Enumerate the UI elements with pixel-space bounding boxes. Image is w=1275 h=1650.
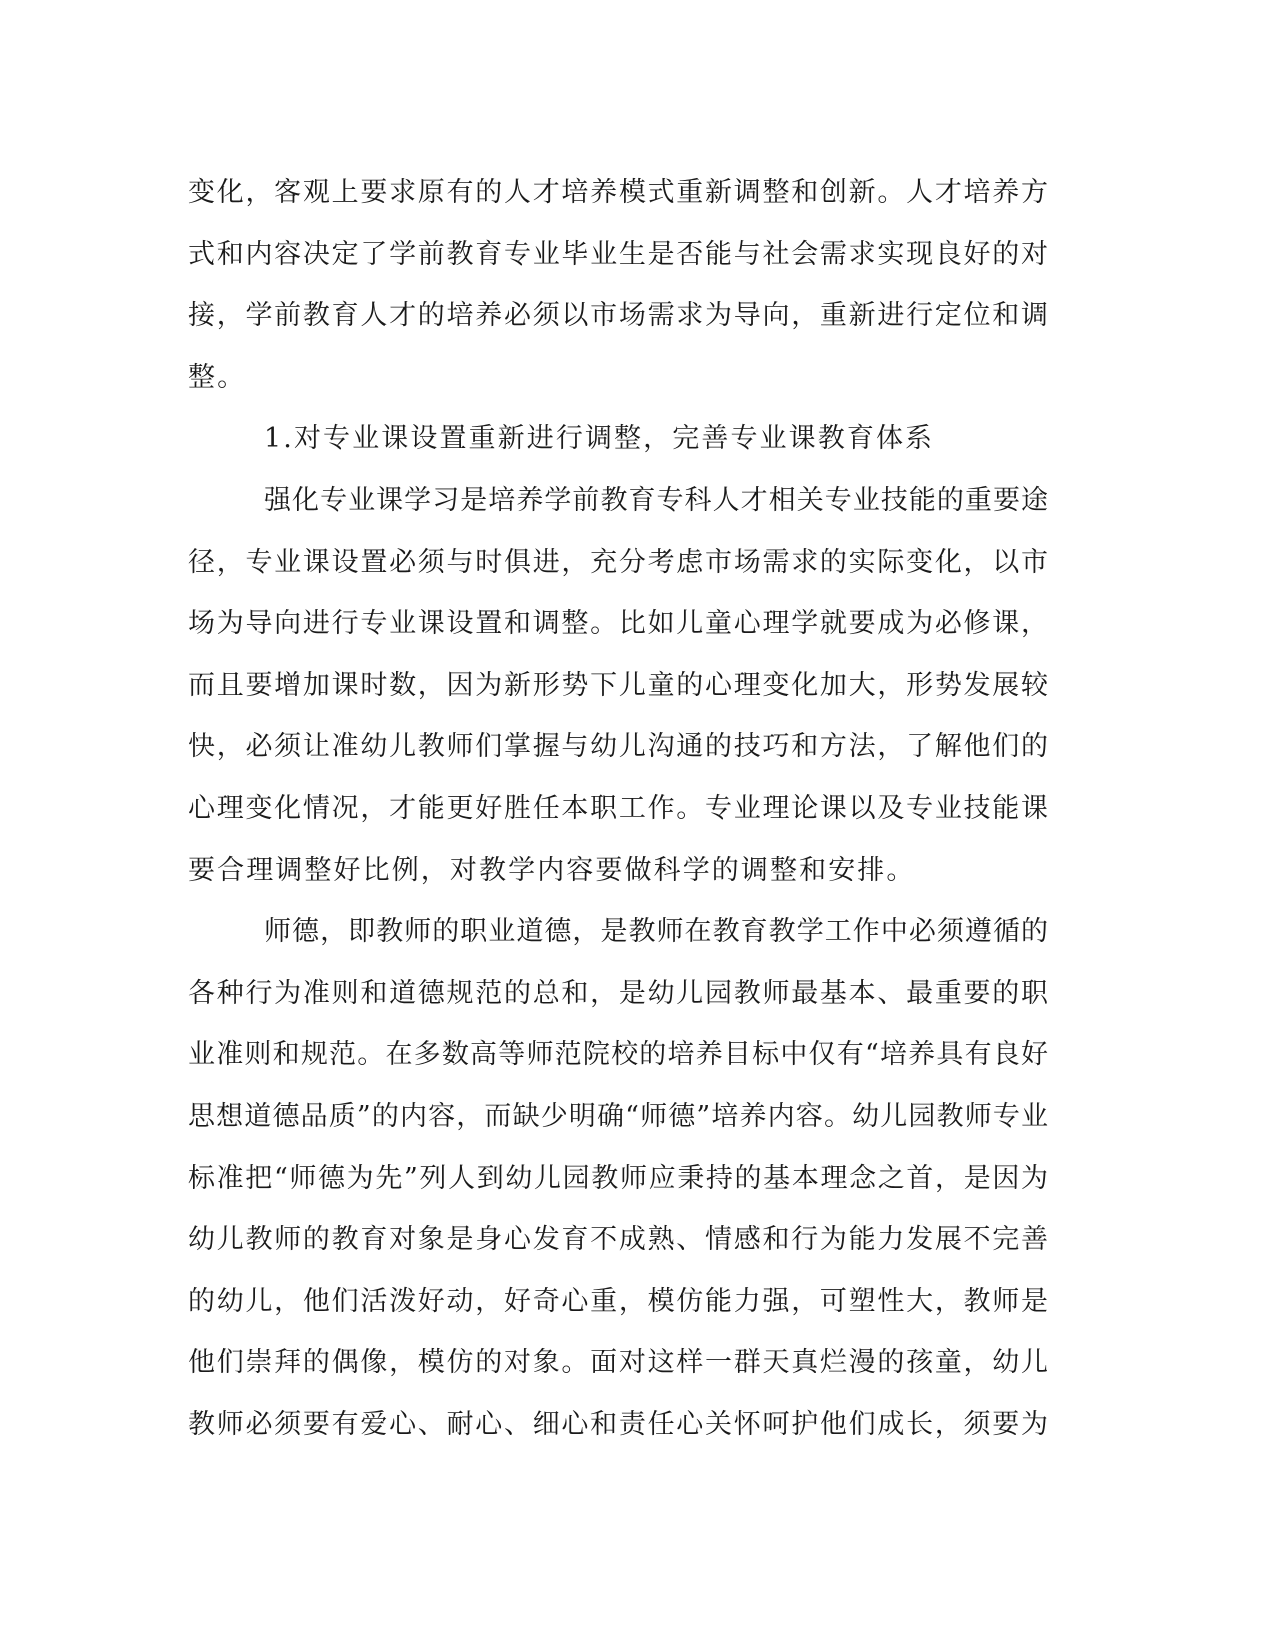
paragraph-line: 快，必须让准幼儿教师们掌握与幼儿沟通的技巧和方法，了解他们的 [188, 731, 1048, 763]
paragraph-line: 心理变化情况，才能更好胜任本职工作。专业理论课以及专业技能课 [188, 792, 1048, 824]
paragraph-line: 要合理调整好比例，对教学内容要做科学的调整和安排。 [188, 854, 916, 886]
paragraph-line: 强化专业课学习是培养学前教育专科人才相关专业技能的重要途 [264, 484, 1048, 516]
paragraph-line: 教师必须要有爱心、耐心、细心和责任心关怀呵护他们成长，须要为 [188, 1408, 1048, 1440]
paragraph-line: 变化，客观上要求原有的人才培养模式重新调整和创新。人才培养方 [188, 177, 1048, 208]
paragraph-line: 式和内容决定了学前教育专业毕业生是否能与社会需求实现良好的对 [188, 238, 1048, 270]
paragraph-line: 整。 [188, 361, 247, 393]
paragraph-line: 各种行为准则和道德规范的总和，是幼儿园教师最基本、最重要的职 [188, 977, 1048, 1009]
section-heading: 1.对专业课设置重新进行调整，完善专业课教育体系 [264, 423, 935, 455]
paragraph-line: 思想道德品质”的内容，而缺少明确“师德”培养内容。幼儿园教师专业 [188, 1100, 1048, 1132]
paragraph-line: 的幼儿，他们活泼好动，好奇心重，模仿能力强，可塑性大，教师是 [188, 1285, 1048, 1317]
paragraph-line: 场为导向进行专业课设置和调整。比如儿童心理学就要成为必修课， [188, 608, 1048, 640]
paragraph-line: 业准则和规范。在多数高等师范院校的培养目标中仅有“培养具有良好 [188, 1039, 1048, 1071]
paragraph-line: 径，专业课设置必须与时俱进，充分考虑市场需求的实际变化，以市 [188, 546, 1048, 578]
paragraph-line: 他们崇拜的偶像，模仿的对象。面对这样一群天真烂漫的孩童，幼儿 [188, 1347, 1048, 1379]
paragraph-line: 标准把“师德为先”列人到幼儿园教师应秉持的基本理念之首，是因为 [188, 1162, 1048, 1194]
paragraph-line: 接，学前教育人才的培养必须以市场需求为导向，重新进行定位和调 [188, 300, 1048, 332]
document-body [188, 162, 1048, 1455]
paragraph-line: 幼儿教师的教育对象是身心发育不成熟、情感和行为能力发展不完善 [188, 1224, 1048, 1256]
paragraph-line: 师德，即教师的职业道德，是教师在教育教学工作中必须遵循的 [264, 916, 1048, 948]
paragraph-line: 而且要增加课时数，因为新形势下儿童的心理变化加大，形势发展较 [188, 669, 1048, 701]
